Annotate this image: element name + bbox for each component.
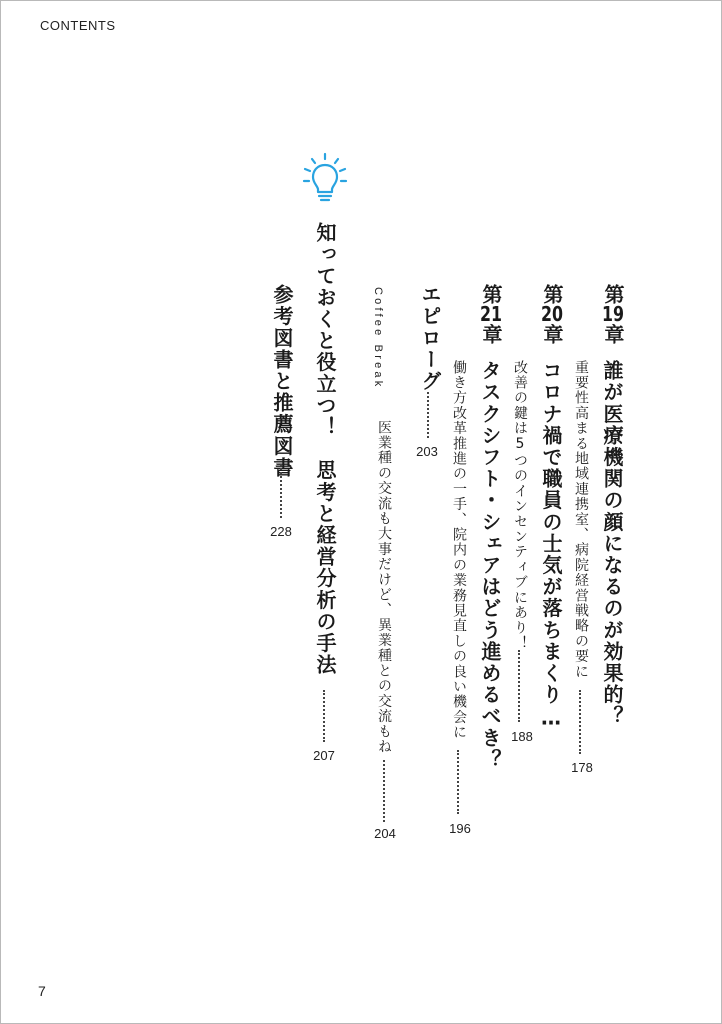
chapter-19-leader (579, 690, 581, 754)
chapter-prefix: 第 (540, 284, 564, 304)
chapter-number: 20 (541, 304, 563, 324)
coffee-break-leader (383, 760, 385, 822)
chapter-suffix: 章 (601, 324, 625, 344)
chapter-20-page: 188 (511, 729, 533, 744)
chapter-21-subtitle: 働き方改革推進の一手、院内の業務見直しの良い機会に (451, 360, 467, 740)
coffee-break-subtitle[interactable]: 医業種の交流も大事だけど、異業種との交流もね (376, 420, 392, 755)
useful-methods-page: 207 (313, 748, 335, 763)
chapter-20-subtitle: 改善の鍵は5つのインセンティブにあり！ (512, 360, 528, 651)
chapter-number: 21 (480, 304, 502, 324)
chapter-prefix: 第 (601, 284, 625, 304)
coffee-break-page: 204 (374, 826, 396, 841)
coffee-break-label: Coffee Break (372, 287, 384, 390)
header-label: CONTENTS (40, 18, 116, 33)
chapter-19-label (598, 284, 624, 344)
lightbulb-icon (300, 152, 350, 208)
page-number: 7 (38, 983, 46, 999)
chapter-21-leader (457, 750, 459, 814)
useful-methods-leader (323, 690, 325, 742)
chapter-21-title[interactable]: タスクシフト・シェアはどう進めるべき？ (478, 360, 502, 771)
references-page: 228 (270, 524, 292, 539)
epilogue-title[interactable]: エピローグ (418, 284, 442, 392)
chapter-19-page: 178 (571, 760, 593, 775)
chapter-20-leader (518, 650, 520, 722)
chapter-21-label (476, 284, 502, 344)
chapter-21-page: 196 (449, 821, 471, 836)
useful-methods-title[interactable]: 知っておくと役立つ！ 思考と経営分析の手法 (313, 222, 337, 676)
chapter-prefix: 第 (479, 284, 503, 304)
chapter-suffix: 章 (479, 324, 503, 344)
epilogue-leader (427, 392, 429, 438)
chapter-19-title[interactable]: 誰が医療機関の顔になるのが効果的？ (600, 360, 624, 728)
epilogue-page: 203 (416, 444, 438, 459)
chapter-20-label (537, 284, 563, 344)
chapter-suffix: 章 (540, 324, 564, 344)
references-title[interactable]: 参考図書と推薦図書 (270, 284, 294, 479)
references-leader (280, 464, 282, 518)
chapter-20-title[interactable]: コロナ禍で職員の士気が落ちまくり… (539, 360, 563, 732)
chapter-19-subtitle: 重要性高まる地域連携室、病院経営戦略の要に (573, 360, 589, 680)
chapter-number: 19 (602, 304, 624, 324)
